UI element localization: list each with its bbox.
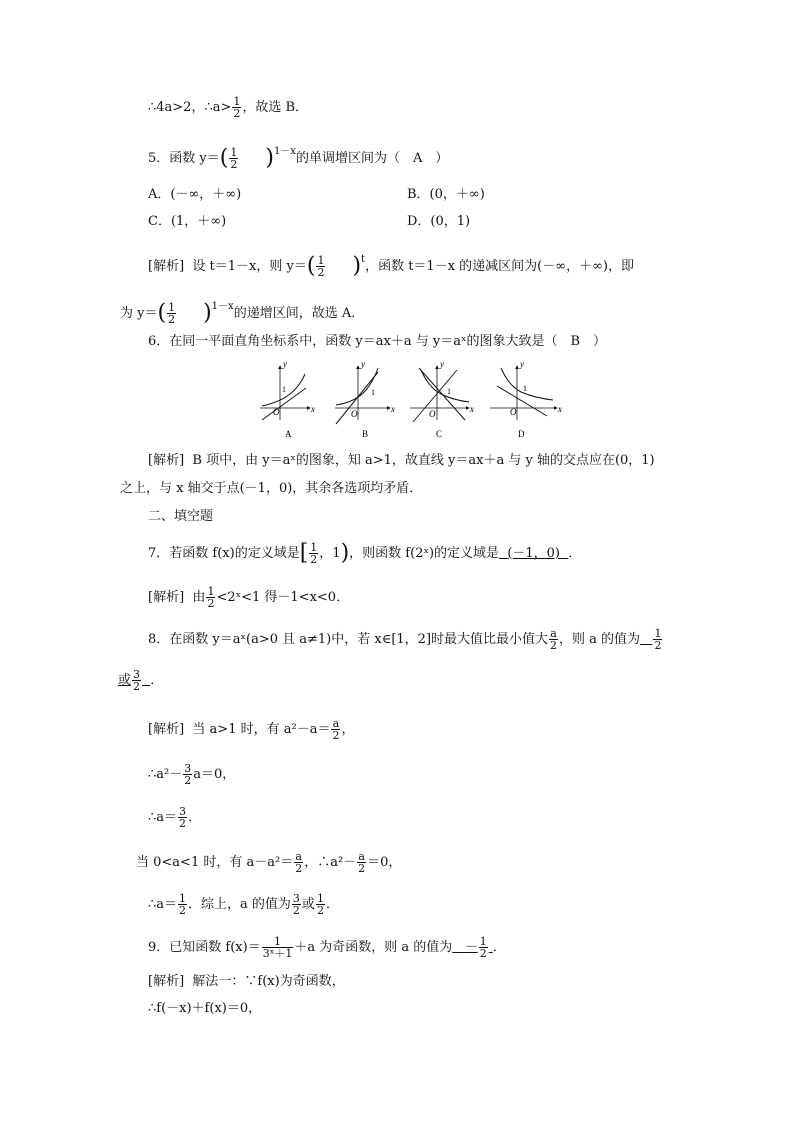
text: ． (492, 940, 506, 955)
fraction (331, 718, 340, 741)
num: 3 (184, 762, 192, 775)
text: 的递增区间，故选 A． (233, 306, 365, 321)
axis-y-label: y (283, 359, 287, 369)
fraction (549, 628, 558, 651)
text: 解法一：∵f(x)为奇函数， (192, 974, 345, 989)
den: 2 (358, 862, 366, 875)
fraction (316, 893, 325, 916)
num: 1 (179, 892, 187, 905)
text: ＋a 为奇函数，则 a 的值为 (294, 940, 453, 955)
text: ∴f(－x)＋f(x)＝0， (148, 1001, 262, 1016)
line-conclusion-q4 (148, 96, 308, 119)
analysis-9-line1 (148, 973, 345, 991)
den: 2 (207, 597, 215, 610)
text: a＝0， (193, 767, 236, 782)
text: ，1 (319, 546, 341, 561)
num: 1 (168, 301, 176, 314)
axis-x-label: x (558, 404, 562, 414)
text: ，则函数 f(2ˣ)的定义域是 (349, 546, 500, 561)
fraction (653, 628, 662, 651)
axis-origin: O (351, 409, 358, 419)
den: 2 (295, 862, 303, 875)
analysis-label: [解析] (148, 722, 185, 737)
analysis-8-line3 (148, 806, 201, 829)
analysis-label: [解析] (148, 590, 185, 605)
paren: ( (157, 300, 167, 326)
analysis-label: [解析] (148, 259, 185, 274)
num: 1 (479, 935, 487, 948)
num: 1 (654, 627, 662, 640)
paren: ) (203, 300, 212, 326)
num: 1 (310, 541, 318, 554)
text: 7．若函数 f(x)的定义域是 (148, 546, 300, 561)
fraction (178, 806, 187, 829)
answer-text: (－1，0) (507, 546, 560, 561)
text: 的单调增区间为（ A ） (295, 151, 449, 166)
den: 2 (133, 680, 141, 693)
text: A．(－∞，＋∞) (148, 187, 242, 202)
den: 2 (179, 904, 187, 917)
paren: ) (340, 540, 350, 566)
text: 二、填空题 (148, 509, 214, 524)
tick-one: 1 (282, 385, 286, 394)
fraction (132, 669, 141, 692)
text: 9．已知函数 f(x)＝ (148, 940, 261, 955)
analysis-9-line2 (148, 1000, 261, 1018)
question-8-line1 (148, 628, 663, 651)
graph-label-a: A (285, 429, 292, 439)
text: ．综上，a 的值为 (188, 897, 291, 912)
fraction (232, 96, 241, 119)
den: 3ˣ＋1 (262, 947, 293, 960)
analysis-label: [解析] (148, 453, 185, 468)
text: ，故选 B． (242, 100, 309, 115)
text: ． (325, 897, 339, 912)
analysis-5-line1 (148, 251, 634, 278)
axis-origin: O (429, 409, 436, 419)
fraction (316, 255, 325, 278)
axis-y-label: y (440, 359, 444, 369)
den: 2 (332, 729, 340, 742)
text: ∴a＝ (148, 897, 178, 912)
text: ，函数 t＝1－x 的递减区间为(－∞，＋∞)，即 (365, 259, 634, 274)
paren: ( (219, 145, 229, 171)
axis-origin: O (510, 407, 517, 417)
text: ，∴a²－ (304, 855, 357, 870)
analysis-6-line1 (148, 452, 655, 470)
fraction (292, 893, 301, 916)
graph-label-c: C (436, 429, 443, 439)
text: 8．在函数 y＝aˣ(a>0 且 a≠1)中，若 x∈[1，2]时最大值比最小值大 (148, 632, 549, 647)
den: 2 (168, 313, 176, 326)
text: 或 (301, 897, 315, 912)
graph-label-d: D (518, 429, 525, 439)
graph-c (410, 359, 474, 439)
text: 设 t＝1－x，则 y＝ (192, 259, 307, 274)
exponent: 1－x (211, 301, 234, 312)
analysis-6-line2 (120, 480, 422, 498)
tick-one: 1 (371, 388, 375, 397)
paren: ) (265, 145, 274, 171)
den: 2 (550, 639, 558, 652)
question-9 (148, 936, 506, 959)
num: 3 (292, 892, 300, 905)
tick-one: 1 (523, 384, 527, 393)
exponent: 1－x (273, 146, 296, 157)
analysis-label: [解析] (148, 974, 185, 989)
answer-8a (640, 627, 663, 652)
text: ． (150, 673, 164, 688)
answer-9 (452, 935, 493, 960)
axis-y-label: y (361, 359, 365, 369)
answer-8b (118, 668, 150, 693)
text: 当 a>1 时，有 a²－a＝ (192, 722, 331, 737)
graph-a (260, 359, 315, 439)
text: 或 (118, 673, 132, 688)
analysis-8-line5 (148, 893, 339, 916)
num: a (332, 717, 340, 730)
tick-one: 1 (447, 387, 451, 396)
fraction (294, 851, 303, 874)
num: 1 (230, 146, 238, 159)
paren: ( (306, 253, 316, 279)
paren: [ (299, 540, 309, 566)
text: ∴a＝ (148, 810, 178, 825)
den: 2 (184, 774, 192, 787)
den: 2 (317, 266, 325, 279)
fraction (206, 586, 215, 609)
option-a (148, 186, 241, 204)
num: a (295, 850, 302, 863)
text: B 项中，由 y＝aˣ的图象，知 a>1，故直线 y＝ax＋a 与 y 轴的交点应在(0，1) (192, 453, 655, 468)
text: ，则 a 的值为 (559, 632, 641, 647)
text: 5．函数 y＝ (148, 151, 220, 166)
answer-7 (499, 546, 568, 561)
text: ∴a²－ (148, 767, 183, 782)
graph-label-b: B (362, 429, 369, 439)
axis-x-label: x (391, 404, 395, 414)
question-5 (148, 143, 448, 170)
axis-y-label: y (520, 359, 524, 369)
text: C．(1，＋∞) (148, 214, 227, 229)
text: D．(0，1) (407, 214, 471, 229)
graph-b (335, 359, 395, 439)
fraction (167, 302, 176, 325)
fraction (479, 936, 488, 959)
analysis-8-line4 (136, 851, 401, 874)
graph-d (490, 359, 562, 439)
num: a (358, 850, 365, 863)
num: 1 (207, 585, 215, 598)
den: 2 (230, 158, 238, 171)
text: <2ˣ<1 得－1<x<0． (216, 590, 350, 605)
num: 1 (316, 892, 324, 905)
analysis-5-line2 (120, 298, 364, 325)
den: 2 (292, 904, 300, 917)
analysis-8-line1: [解析] 当 a>1 时，有 a²－a＝ $\frac{a}{2}$ ， (148, 717, 355, 742)
fraction (262, 936, 294, 959)
den: 2 (316, 904, 324, 917)
question-7 (148, 542, 581, 565)
fraction (178, 893, 187, 916)
question-8-line2 (118, 669, 163, 692)
option-b (407, 186, 485, 204)
den: 2 (179, 817, 187, 830)
option-c (148, 213, 226, 231)
fraction (309, 542, 318, 565)
text: 之上，与 x 轴交于点(－1，0)，其余各选项均矛盾． (120, 481, 423, 496)
analysis-7 (148, 586, 349, 609)
num: 3 (179, 805, 187, 818)
paren: ) (352, 253, 362, 279)
graphs-panel (250, 358, 570, 443)
num: a (550, 627, 557, 640)
num: 1 (262, 936, 294, 948)
den: 2 (233, 107, 241, 120)
num: 3 (133, 668, 141, 681)
num: 1 (233, 95, 241, 108)
text: ＝0， (367, 855, 402, 870)
text: 当 0<a<1 时，有 a－a²＝ (136, 855, 294, 870)
option-d (407, 213, 470, 231)
text: B．(0，＋∞) (407, 187, 485, 202)
text: ． (188, 810, 202, 825)
text: 由 (192, 590, 206, 605)
num: 1 (317, 254, 325, 267)
section-fill-blank (148, 508, 213, 526)
answer-text: － (464, 940, 478, 955)
fraction (229, 147, 238, 170)
text: ． (568, 546, 582, 561)
text: ∴4a>2，∴a> (148, 100, 232, 115)
analysis-8-line2 (148, 763, 235, 786)
fraction (357, 851, 366, 874)
axis-x-label: x (470, 404, 474, 414)
den: 2 (310, 553, 318, 566)
text: 为 y＝ (120, 306, 158, 321)
text: 6．在同一平面直角坐标系中，函数 y＝ax＋a 与 y＝aˣ的图象大致是（ B ） (148, 334, 607, 349)
fraction (183, 763, 192, 786)
exponent: t (361, 254, 366, 265)
axis-x-label: x (311, 404, 315, 414)
question-6 (148, 333, 606, 351)
den: 2 (479, 947, 487, 960)
axis-origin: O (273, 407, 280, 417)
den: 2 (654, 639, 662, 652)
